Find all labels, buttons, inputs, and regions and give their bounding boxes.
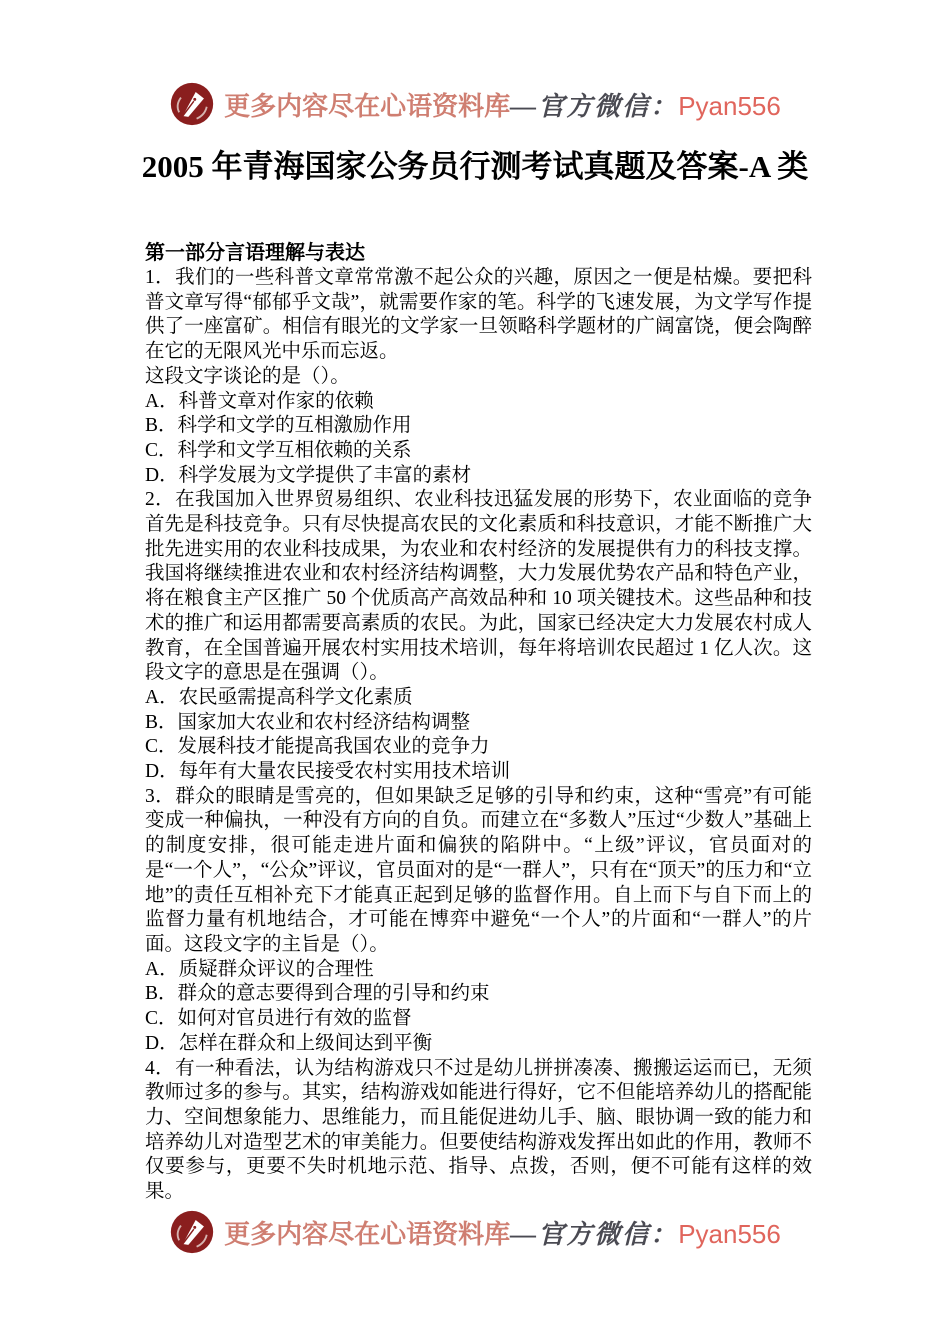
question-2-stem: 2．在我国加入世界贸易组织、农业科技迅猛发展的形势下，农业面临的竞争首先是科技竞争。只有尽快提高农民的文化素质和科技意识，才能不断推广大批先进实用的农业科技成果，为农业和农村经济的发展提供有力的科技支撑。我国将继续推进农业和农村经济结构调整，大力发展优势农产品和特色产业，将在粮食主产区推广 50 个优质高产高效品种和 10 项关键技术。这些品种和技术的推广和运用都需要高素质的农民。为此，国家已经决定大力发展农村成人教育，在全国普遍开展农村实用技术培训，每年将培训农民超过 1 亿人次。这段文字的意思是在强调（）。	[145, 489, 812, 684]
question-3-option-c: C．如何对官员进行有效的监督	[145, 1008, 412, 1030]
question-2-option-a: A．农民亟需提高科学文化素质	[145, 686, 413, 708]
wechat-account: Pyan556	[678, 90, 781, 121]
brand-tagline	[224, 1214, 781, 1251]
question-1-option-c: C．科学和文学互相依赖的关系	[145, 439, 412, 461]
question-3-stem: 3．群众的眼睛是雪亮的，但如果缺乏足够的引导和约束，这种“雪亮”有可能变成一种偏执，一种没有方向的自负。而建立在“多数人”压过“少数人”基础上的制度安排，很可能走进片面和偏狭的陷阱中。“上级”评议，官员面对的是“一个人”，“公众”评议，官员面对的是“一群人”，只有在“顶天”的压力和“立地”的责任互相补充下才能真正起到足够的监督作用。自上而下与自下而上的监督力量有机地结合，才可能在博弈中避免“一个人”的片面和“一群人”的片面。这段文字的主旨是（）。	[145, 785, 812, 955]
question-2-option-b: B．国家加大农业和农村经济结构调整	[145, 711, 471, 733]
official-wechat-label: —官方微信：	[510, 91, 679, 121]
question-3-option-d: D．怎样在群众和上级间达到平衡	[145, 1032, 433, 1054]
question-1-option-d: D．科学发展为文学提供了丰富的素材	[145, 464, 472, 486]
question-3-option-b: B．群众的意志要得到合理的引导和约束	[145, 983, 490, 1005]
tagline-main-text: 更多内容尽在心语资料库	[224, 91, 511, 121]
footer-branding	[0, 1209, 950, 1255]
brand-pen-logo-icon	[169, 81, 215, 127]
question-1-prompt: 这段文字谈论的是（）。	[145, 365, 350, 387]
question-1-stem: 1．我们的一些科普文章常常激不起公众的兴趣，原因之一便是枯燥。要把科普文章写得“郁郁乎文哉”，就需要作家的笔。科学的飞速发展，为文学写作提供了一座富矿。相信有眼光的文学家一旦领略科学题材的广阔富饶，便会陶醉在它的无限风光中乐而忘返。	[145, 267, 812, 363]
question-2-option-c: C．发展科技才能提高我国农业的竞争力	[145, 736, 490, 758]
question-2-option-d: D．每年有大量农民接受农村实用技术培训	[145, 761, 511, 783]
question-1-option-a: A．科普文章对作家的依赖	[145, 390, 374, 412]
question-3-option-a: A．质疑群众评议的合理性	[145, 958, 374, 980]
tagline-main-text: 更多内容尽在心语资料库	[224, 1219, 511, 1249]
official-wechat-label: —官方微信：	[510, 1219, 679, 1249]
brand-pen-logo-icon	[169, 1209, 215, 1255]
section-heading: 第一部分言语理解与表达	[145, 242, 365, 264]
document-body	[145, 240, 812, 1205]
page-title: 2005 年青海国家公务员行测考试真题及答案-A 类	[141, 149, 809, 184]
wechat-account: Pyan556	[678, 1218, 781, 1249]
brand-tagline	[224, 86, 781, 123]
question-1-option-b: B．科学和文学的互相激励作用	[145, 415, 412, 437]
question-4-stem: 4．有一种看法，认为结构游戏只不过是幼儿拼拼凑凑、搬搬运运而已，无须教师过多的参与。其实，结构游戏如能进行得好，它不但能培养幼儿的搭配能力、空间想象能力、思维能力，而且能促进幼儿手、脑、眼协调一致的能力和培养幼儿对造型艺术的审美能力。但要使结构游戏发挥出如此的作用，教师不仅要参与，更要不失时机地示范、指导、点拨，否则，便不可能有这样的效果。	[145, 1057, 812, 1203]
header-branding	[0, 81, 950, 127]
